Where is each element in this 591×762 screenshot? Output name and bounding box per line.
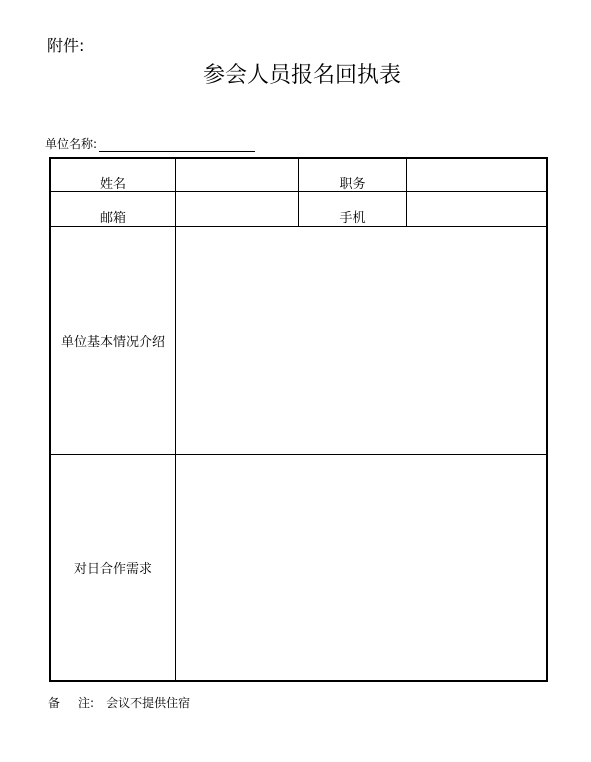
email-label [51, 192, 175, 226]
registration-table [49, 157, 548, 682]
cooperation-label [51, 455, 175, 680]
attachment-label: 附件: [47, 36, 85, 55]
email-value-cell[interactable] [176, 192, 298, 226]
position-value-cell[interactable] [407, 159, 546, 191]
unit-name-label: 单位名称: [45, 137, 98, 151]
unit-intro-label-text: 单位基本情况介绍 [60, 335, 165, 350]
name-label-text: 姓名 [99, 176, 126, 192]
name-label [51, 159, 175, 191]
position-label-text: 职务 [339, 176, 366, 192]
cooperation-value-cell[interactable] [176, 455, 546, 680]
phone-value-cell[interactable] [407, 192, 546, 226]
unit-intro-value-cell[interactable] [176, 227, 546, 454]
unit-intro-label [51, 227, 175, 454]
name-value-cell[interactable] [176, 159, 298, 191]
cooperation-label-text: 对日合作需求 [73, 562, 152, 577]
phone-label-text: 手机 [339, 210, 366, 226]
note-prefix-1: 备 [48, 696, 61, 710]
note-text: 会议不提供住宿 [106, 696, 191, 710]
note-line [48, 695, 190, 711]
note-prefix-2: 注: [78, 696, 95, 710]
unit-name-field[interactable] [99, 138, 255, 152]
unit-name-row [45, 136, 255, 152]
email-label-text: 邮箱 [99, 210, 126, 226]
position-label [299, 159, 406, 191]
page-title: 参会人员报名回执表 [202, 63, 401, 88]
phone-label [299, 192, 406, 226]
